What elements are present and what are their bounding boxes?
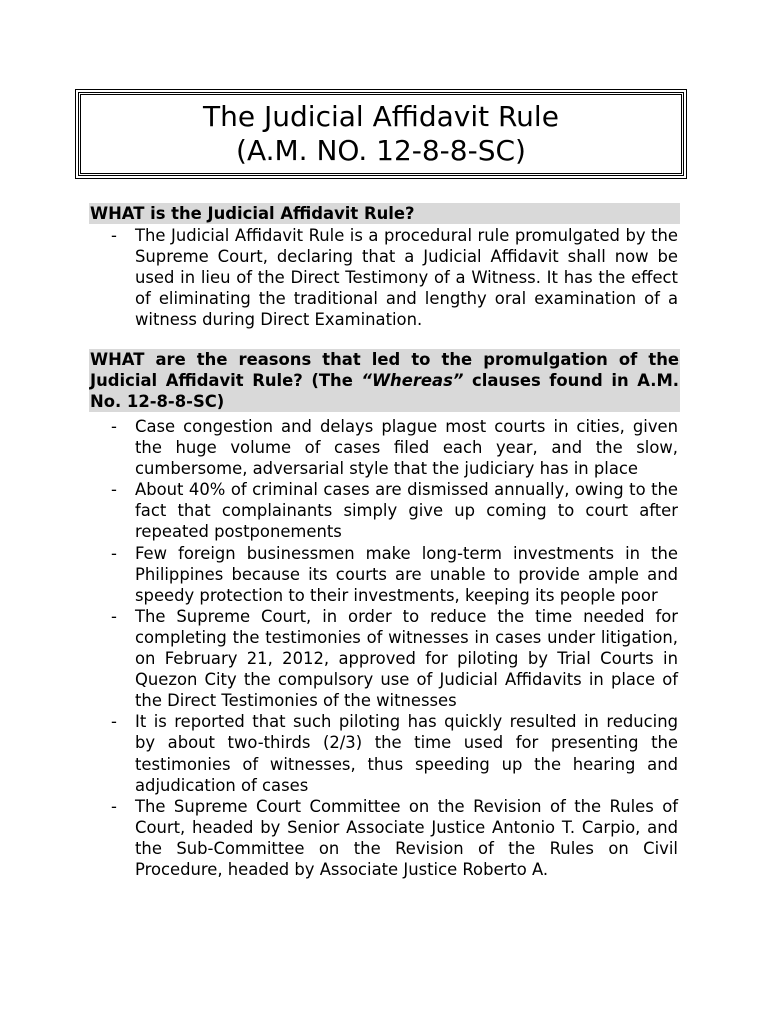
question-text-part2: clauses found in A.M. No. 12-8-8-SC): [90, 371, 679, 411]
question-what-is: WHAT is the Judicial Affidavit Rule?: [89, 203, 680, 224]
list-item: - Case congestion and delays plague most courts in cities, given the huge volume of cases filed each year, and the slow, cumbersome, adversarial style that the judiciary has in place: [89, 416, 678, 479]
reasons-list: [89, 416, 678, 880]
list-item: - Few foreign businessmen make long-term investments in the Philippines because its courts are unable to provide ample and speedy protection to their investments, keeping its people poor: [89, 543, 678, 606]
title-box: [78, 92, 684, 176]
list-item: - About 40% of criminal cases are dismissed annually, owing to the fact that complainants simply give up coming to court after repeated postponements: [89, 479, 678, 542]
answer-list-1: [89, 225, 678, 330]
document-subtitle: (A.M. NO. 12-8-8-SC): [236, 134, 526, 167]
list-item: - The Supreme Court Committee on the Revision of the Rules of Court, headed by Senior Associate Justice Antonio T. Carpio, and the Sub-Committee on the Revision of the Rules on Civil Procedure, headed by Associate Justice Roberto A.: [89, 796, 678, 880]
question-reasons: [89, 349, 680, 412]
list-item: - The Supreme Court, in order to reduce the time needed for completing the testimonies of witnesses in cases under litigation, on February 21, 2012, approved for piloting by Trial Courts in Quezon City the compulsory use of Judicial Affidavits in place of the Direct Testimonies of the witnesses: [89, 606, 678, 711]
document-title: The Judicial Affidavit Rule: [203, 100, 559, 133]
question-emphasis: “Whereas”: [361, 371, 464, 390]
list-item: - The Judicial Affidavit Rule is a procedural rule promulgated by the Supreme Court, declaring that a Judicial Affidavit shall now be used in lieu of the Direct Testimony of a Witness. It has the effect of eliminating the traditional and lengthy oral examination of a witness during Direct Examination.: [89, 225, 678, 330]
question-text-part1: WHAT are the reasons that led to the promulgation of the Judicial Affidavit Rule? (The: [90, 350, 679, 390]
list-item: - It is reported that such piloting has quickly resulted in reducing by about two-thirds (2/3) the time used for presenting the testimonies of witnesses, thus speeding up the hearing and adjudication of cases: [89, 711, 678, 795]
